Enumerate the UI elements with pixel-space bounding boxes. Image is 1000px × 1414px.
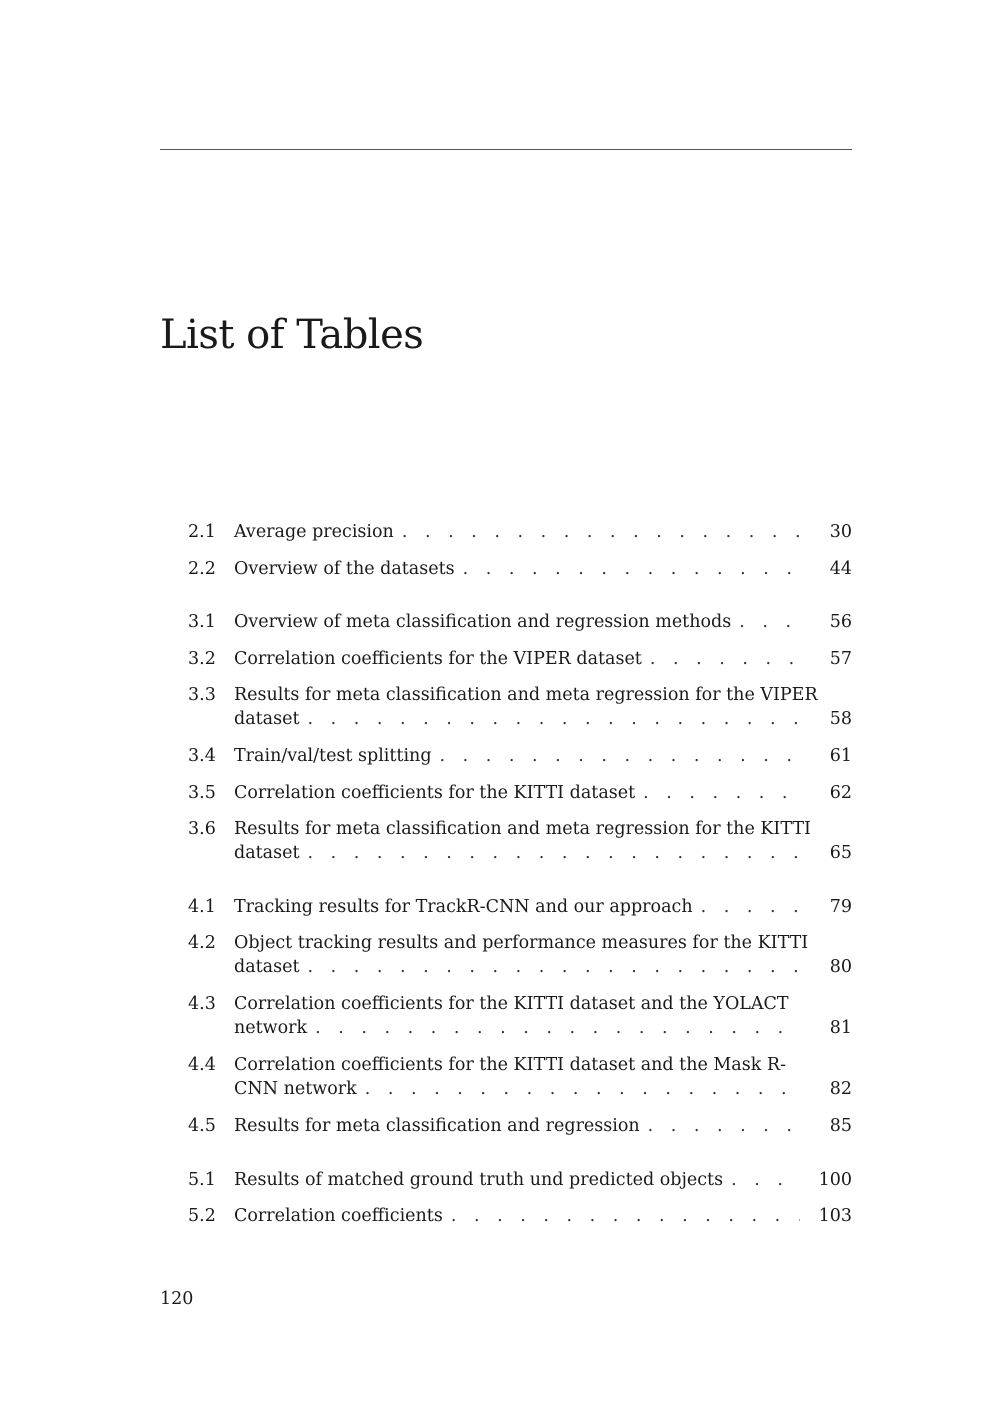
entry-number: 4.1 xyxy=(188,897,216,917)
entry-number: 3.6 xyxy=(188,819,216,839)
dot-leader xyxy=(451,1204,800,1228)
entry-title-line: Overview of the datasets xyxy=(234,559,455,579)
entry-page: 62 xyxy=(829,783,852,803)
entry-number: 3.5 xyxy=(188,783,216,803)
header-rule xyxy=(160,149,852,150)
entry-title-line: CNN network xyxy=(234,1079,357,1099)
dot-leader xyxy=(701,895,800,919)
entry-page: 56 xyxy=(829,612,852,632)
entry-number: 5.2 xyxy=(188,1206,216,1226)
entry-page: 30 xyxy=(829,522,852,542)
entry-number: 3.2 xyxy=(188,649,216,669)
entry-page: 61 xyxy=(829,746,852,766)
entry-title-line: Correlation coefficients for the KITTI dataset and the YOLACT xyxy=(234,994,789,1014)
entry-page: 100 xyxy=(818,1170,852,1190)
entry-title-line: Results for meta classification and regression xyxy=(234,1116,640,1136)
entry-title-line: Results for meta classification and meta regression for the VIPER xyxy=(234,685,818,705)
entry-title-line: Correlation coefficients for the KITTI dataset xyxy=(234,783,636,803)
entry-page: 103 xyxy=(818,1206,852,1226)
entry-title-line: dataset xyxy=(234,957,300,977)
dot-leader xyxy=(731,1168,800,1192)
entry-number: 4.2 xyxy=(188,933,216,953)
dot-leader xyxy=(307,707,800,731)
dot-leader xyxy=(307,955,800,979)
dot-leader xyxy=(739,610,800,634)
entry-title-line: Overview of meta classification and regression methods xyxy=(234,612,732,632)
dot-leader xyxy=(648,1114,800,1138)
entry-title-line: Tracking results for TrackR-CNN and our approach xyxy=(234,897,693,917)
entry-number: 4.4 xyxy=(188,1055,216,1075)
entry-page: 80 xyxy=(829,957,852,977)
entry-title-line: Correlation coefficients for the KITTI dataset and the Mask R- xyxy=(234,1055,786,1075)
entry-page: 79 xyxy=(829,897,852,917)
entry-number: 4.3 xyxy=(188,994,216,1014)
entry-number: 3.3 xyxy=(188,685,216,705)
entry-title-line: Average precision xyxy=(234,522,394,542)
dot-leader xyxy=(365,1077,800,1101)
dot-leader xyxy=(402,520,800,544)
entry-title-line: dataset xyxy=(234,843,300,863)
dot-leader xyxy=(440,744,800,768)
entry-title-line: Train/val/test splitting xyxy=(234,746,432,766)
entry-number: 5.1 xyxy=(188,1170,216,1190)
entry-title-line: dataset xyxy=(234,709,300,729)
dot-leader xyxy=(650,647,800,671)
entry-title-line: Object tracking results and performance measures for the KITTI xyxy=(234,933,809,953)
dot-leader xyxy=(307,841,800,865)
page-title: List of Tables xyxy=(160,312,424,358)
entry-number: 2.1 xyxy=(188,522,216,542)
entry-page: 82 xyxy=(829,1079,852,1099)
entry-page: 44 xyxy=(829,559,852,579)
entry-title-line: Results of matched ground truth und predicted objects xyxy=(234,1170,724,1190)
dot-leader xyxy=(315,1016,800,1040)
dot-leader xyxy=(643,781,800,805)
entry-page: 65 xyxy=(829,843,852,863)
entry-number: 4.5 xyxy=(188,1116,216,1136)
entry-title-line: Correlation coefficients xyxy=(234,1206,443,1226)
entry-page: 81 xyxy=(829,1018,852,1038)
entry-page: 57 xyxy=(829,649,852,669)
entry-title-line: network xyxy=(234,1018,308,1038)
entry-number: 2.2 xyxy=(188,559,216,579)
entry-page: 85 xyxy=(829,1116,852,1136)
entry-page: 58 xyxy=(829,709,852,729)
page-number: 120 xyxy=(160,1289,194,1309)
entry-title-line: Correlation coefficients for the VIPER dataset xyxy=(234,649,642,669)
entry-number: 3.4 xyxy=(188,746,216,766)
entry-number: 3.1 xyxy=(188,612,216,632)
entry-title-line: Results for meta classification and meta regression for the KITTI xyxy=(234,819,811,839)
dot-leader xyxy=(463,557,800,581)
